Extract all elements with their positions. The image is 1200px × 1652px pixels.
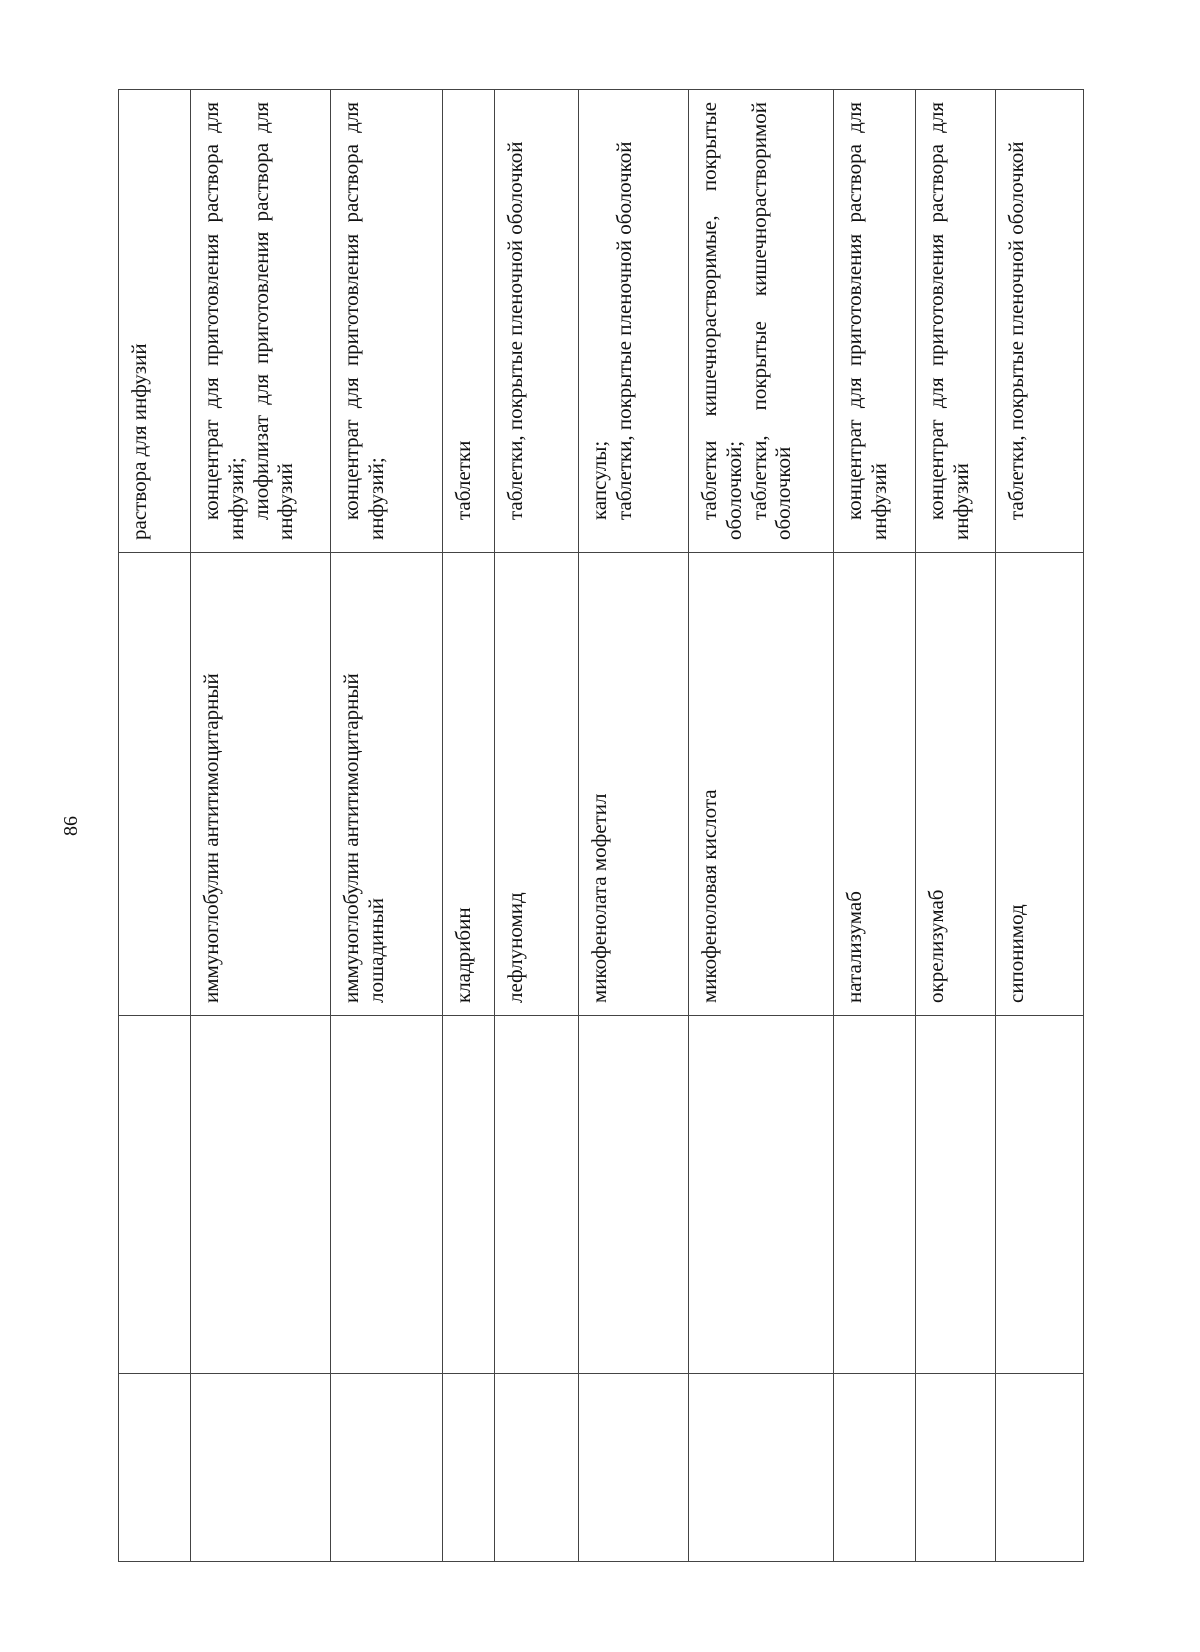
drug-name-cell: натализумаб (834, 553, 916, 1016)
dosage-form-line: таблетки, покрытые пленочной оболочкой (503, 141, 527, 520)
dosage-form-line: концентрат для приготовления раствора для инфузий (842, 102, 891, 540)
dosage-form-cell (495, 90, 579, 553)
table-row (495, 90, 579, 1562)
table-row (443, 90, 495, 1562)
table-row (119, 90, 191, 1562)
dosage-form-line: капсулы; (587, 440, 611, 520)
dosage-form-line: лиофилизат для приготовления раствора для инфузий (248, 102, 298, 540)
page-number: 86 (60, 816, 82, 836)
dosage-form-cell (996, 90, 1084, 553)
drug-name-cell: микофеноловая кислота (689, 553, 834, 1016)
drug-name-cell: сипонимод (996, 553, 1084, 1016)
atc-code-cell (996, 1374, 1084, 1562)
dosage-form-line: таблетки кишечнорастворимые, покрытые оболочкой; (697, 102, 746, 540)
group-cell (119, 1016, 191, 1374)
dosage-form-line: концентрат для приготовления раствора для инфузий; (339, 102, 388, 540)
table-row (916, 90, 996, 1562)
drug-name-cell (119, 553, 191, 1016)
table-row (579, 90, 689, 1562)
dosage-form-cell (916, 90, 996, 553)
table-row (331, 90, 443, 1562)
atc-code-cell (443, 1374, 495, 1562)
group-cell (996, 1016, 1084, 1374)
dosage-form-cell (443, 90, 495, 553)
group-cell (443, 1016, 495, 1374)
group-cell (579, 1016, 689, 1374)
group-cell (331, 1016, 443, 1374)
dosage-form-cell (834, 90, 916, 553)
dosage-form-line: таблетки, покрытые кишечнорастворимой оболочкой (746, 102, 796, 540)
drug-name-cell: иммуноглобулин антитимоцитарный лошадиный (331, 553, 443, 1016)
group-cell (689, 1016, 834, 1374)
dosage-form-line: концентрат для приготовления раствора для инфузий (924, 102, 973, 540)
atc-code-cell (191, 1374, 331, 1562)
atc-code-cell (495, 1374, 579, 1562)
drug-name-cell: окрелизумаб (916, 553, 996, 1016)
atc-code-cell (916, 1374, 996, 1562)
drug-name-cell: кладрибин (443, 553, 495, 1016)
table-row (996, 90, 1084, 1562)
dosage-form-cell (191, 90, 331, 553)
drug-table (118, 89, 1084, 1562)
group-cell (495, 1016, 579, 1374)
table-row (191, 90, 331, 1562)
atc-code-cell (689, 1374, 834, 1562)
table-row (834, 90, 916, 1562)
dosage-form-line: раствора для инфузий (127, 343, 151, 540)
group-cell (916, 1016, 996, 1374)
dosage-form-cell (579, 90, 689, 553)
atc-code-cell (119, 1374, 191, 1562)
drug-name-cell: микофенолата мофетил (579, 553, 689, 1016)
dosage-form-cell (331, 90, 443, 553)
dosage-form-cell (689, 90, 834, 553)
dosage-form-line: концентрат для приготовления раствора для инфузий; (199, 102, 248, 540)
atc-code-cell (579, 1374, 689, 1562)
drug-name-cell: иммуноглобулин антитимоцитарный (191, 553, 331, 1016)
dosage-form-cell (119, 90, 191, 553)
drug-name-cell: лефлуномид (495, 553, 579, 1016)
group-cell (834, 1016, 916, 1374)
dosage-form-line: таблетки (451, 440, 475, 520)
dosage-form-line: таблетки, покрытые пленочной оболочкой (1004, 141, 1028, 520)
group-cell (191, 1016, 331, 1374)
atc-code-cell (834, 1374, 916, 1562)
table-row (689, 90, 834, 1562)
atc-code-cell (331, 1374, 443, 1562)
dosage-form-line: таблетки, покрытые пленочной оболочкой (611, 141, 636, 520)
